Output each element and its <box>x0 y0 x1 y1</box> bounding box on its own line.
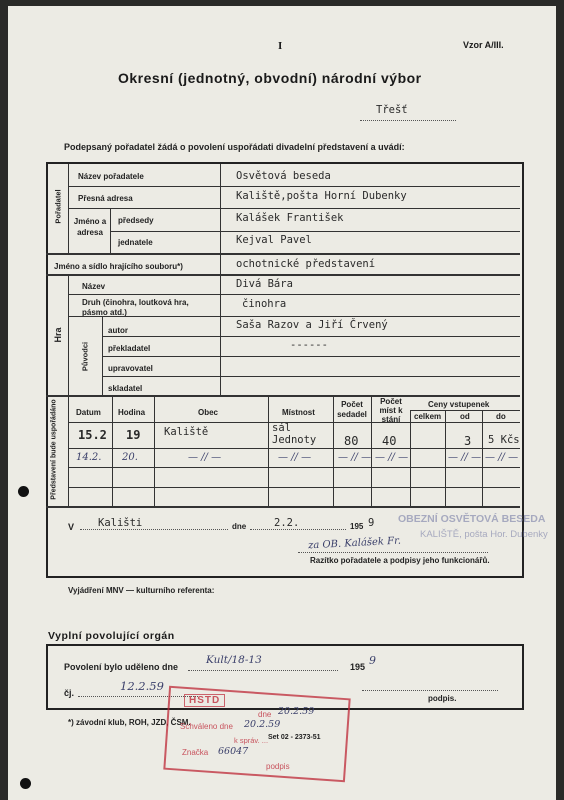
col-pocet-mist: Počet míst k stání <box>379 397 403 424</box>
povoleni-value: Kult/18-13 <box>206 654 262 666</box>
row2-mistnost: — // — <box>278 452 312 463</box>
autor-label: autor <box>108 326 128 335</box>
col-celkem: celkem <box>414 412 442 421</box>
row1-mistnost-1: sál <box>272 422 291 434</box>
col-pocet-sedadel: Počet sedadel <box>337 400 367 419</box>
jmeno-adresa-label: Jméno a adresa <box>73 217 107 237</box>
nazev-poradatele-label: Název pořadatele <box>78 172 144 181</box>
row2-obec: — // — <box>188 452 222 463</box>
row2-od: — // — <box>448 452 482 463</box>
povoleni-rok-prefix: 195 <box>350 662 366 672</box>
prekladatel-value: ------ <box>290 339 328 351</box>
punch-hole-bottom <box>20 778 31 789</box>
punch-hole-top <box>18 486 29 497</box>
ob-stamp-line2: KALIŠTĚ, pošta Hor. Dubenky <box>420 529 548 540</box>
row2-do: — // — <box>485 452 519 463</box>
v-label: V <box>68 522 75 532</box>
hra-nazev-label: Název <box>82 282 106 291</box>
hra-druh-value: činohra <box>242 298 287 310</box>
hra-section-label: Hra <box>53 327 63 343</box>
hra-druh-label: Druh (činohra, loutková hra, pásmo atd.) <box>82 298 189 317</box>
town-value: Třešť <box>376 104 408 116</box>
form-sheet <box>8 6 556 800</box>
hstd-l3: k správ. ... <box>234 736 269 745</box>
row2-stani: — // — <box>375 452 409 463</box>
puvodci-label: Původci <box>80 341 90 372</box>
predstaveni-section-label: Představení bude uspořádáno <box>50 399 58 500</box>
col-datum: Datum <box>76 408 101 417</box>
form-code: Vzor A/III. <box>463 40 504 50</box>
col-obec: Obec <box>198 408 219 417</box>
adresa-label: Přesná adresa <box>78 194 133 203</box>
dne-label: dne <box>232 522 247 531</box>
jednatele-value: Kejval Pavel <box>236 234 312 246</box>
col-do: do <box>496 412 506 421</box>
upravovatel-label: upravovatel <box>108 364 153 373</box>
povoluje-podpis-label: podpis. <box>428 694 457 703</box>
hstd-l1-label: dne <box>258 710 272 719</box>
rok-value: 9 <box>368 517 375 529</box>
nazev-poradatele-value: Osvětová beseda <box>236 170 331 182</box>
ob-stamp-line1: OBEZNÍ OSVĚTOVÁ BESEDA <box>398 513 546 525</box>
soubor-label: Jméno a sídlo hrajícího souboru*) <box>54 262 183 271</box>
signature-caption: Razítko pořadatele a podpisy jeho funkcionářů. <box>310 556 490 565</box>
hstd-l4-label: Značka <box>182 748 209 757</box>
povoleni-label: Povolení bylo uděleno dne <box>64 662 179 672</box>
skladatel-label: skladatel <box>108 384 143 393</box>
footnote: *) závodní klub, ROH, JZD, ČSM. <box>68 718 191 727</box>
hstd-l5: podpis <box>266 762 290 771</box>
page-number: I <box>278 40 283 52</box>
cj-value: 12.2.59 <box>120 679 164 693</box>
intro-text: Podepsaný pořadatel žádá o povolení uspořádati divadelní představení a uvádí: <box>64 142 405 152</box>
row1-do: 5 Kčs <box>488 434 520 446</box>
row1-od: 3 <box>464 434 472 448</box>
row1-stani: 40 <box>382 434 397 448</box>
row1-obec: Kaliště <box>164 426 209 438</box>
hstd-stamp-title: HSTD <box>184 694 225 707</box>
hstd-l2-value: 20.2.59 <box>244 719 281 730</box>
row1-sedadel: 80 <box>344 434 359 448</box>
predsedy-label: předsedy <box>118 216 154 225</box>
signature: za OB. Kalášek Fr. <box>307 535 402 552</box>
prekladatel-label: překladatel <box>108 344 151 353</box>
rok-prefix: 195 <box>350 522 364 531</box>
poradatel-section-label: Pořadatel <box>53 189 63 224</box>
row1-datum: 15.2 <box>78 428 107 442</box>
hstd-l1-value: 20.2.59 <box>278 706 315 717</box>
hstd-l2-label: Schváleno dne <box>180 722 233 731</box>
autor-value: Saša Razov a Jiří Črvený <box>236 319 388 331</box>
col-mistnost: Místnost <box>282 408 315 417</box>
hra-nazev-value: Divá Bára <box>236 278 293 290</box>
town-line <box>360 120 456 121</box>
col-ceny: Ceny vstupenek <box>428 400 490 409</box>
soubor-value: ochotnické představení <box>236 258 376 270</box>
row2-datum: 14.2. <box>76 452 102 463</box>
hstd-l4-value: 66047 <box>218 746 249 757</box>
printer-code: Set 02 - 2373-51 <box>268 734 321 741</box>
v-value: Kališti <box>98 517 143 529</box>
col-od: od <box>460 412 470 421</box>
row1-mistnost-2: Jednoty <box>272 434 317 446</box>
page-title: Okresní (jednotný, obvodní) národní výbor <box>118 70 422 86</box>
povoleni-rok-value: 9 <box>369 654 376 667</box>
row2-hodina: 20. <box>122 452 138 463</box>
povoluje-heading: Vyplní povolující orgán <box>48 630 175 642</box>
adresa-value: Kaliště,pošta Horní Dubenky <box>236 190 407 202</box>
mnv-label: Vyjádření MNV — kulturního referenta: <box>68 586 215 595</box>
row1-hodina: 19 <box>126 428 141 442</box>
col-hodina: Hodina <box>118 408 146 417</box>
row2-sedadel: — // — <box>338 452 372 463</box>
predsedy-value: Kalášek František <box>236 212 344 224</box>
dne-value: 2.2. <box>274 517 300 529</box>
jednatele-label: jednatele <box>118 238 153 247</box>
cj-label: čj. <box>64 688 75 698</box>
